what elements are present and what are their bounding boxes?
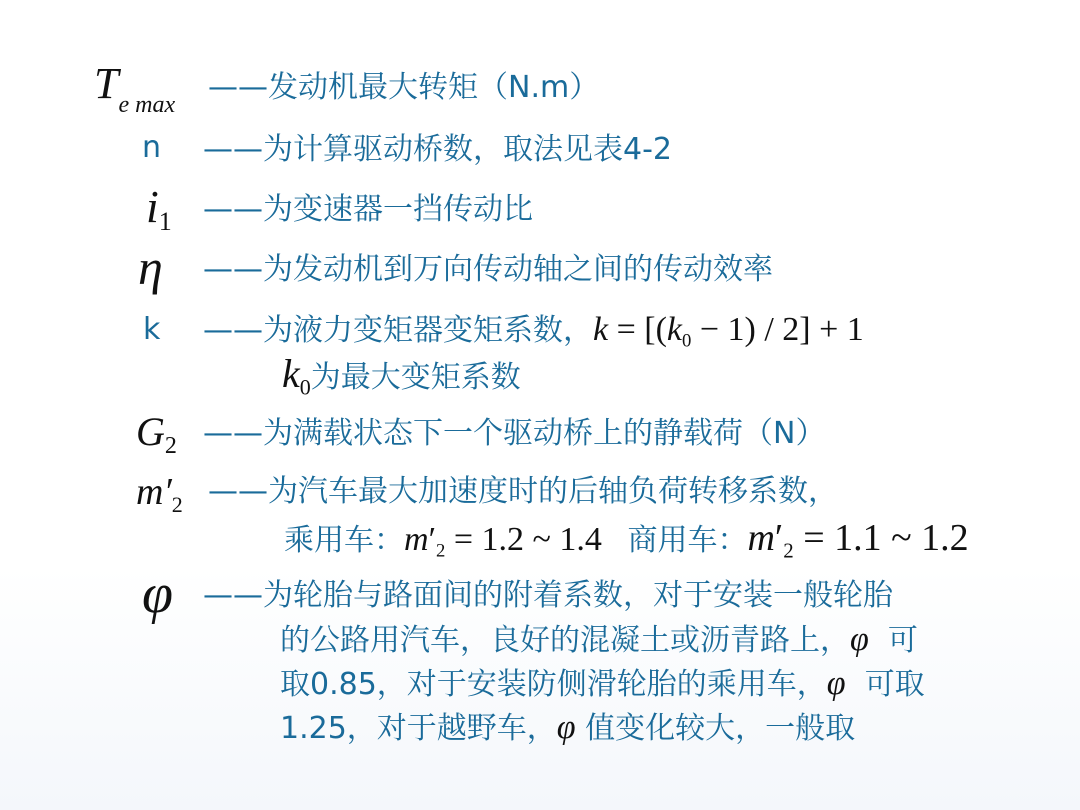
desc-temax: ——发动机最大转矩（N.m） — [208, 70, 600, 105]
symbol-t-emax — [94, 58, 175, 119]
symbol-t-sub: e max — [118, 92, 176, 118]
formula-k: $k = [(k_0 - 1) / 2] + 1$ — [593, 311, 864, 352]
desc-k0 — [282, 352, 521, 410]
desc-k-text: ——为液力变矩器变矩系数， — [203, 313, 593, 348]
symbol-i1-main: i — [146, 181, 159, 232]
desc-eta: ——为发动机到万向传动轴之间的传动效率 — [203, 252, 773, 287]
desc-phi-line4-tail: 值变化较大，一般取 — [585, 711, 856, 746]
formula-passenger: $m'_2 = 1.2$ ~ 1.4 — [404, 521, 602, 562]
symbol-g2-main: G — [136, 409, 165, 454]
symbol-g2 — [136, 408, 177, 460]
phi-inline-1: φ — [850, 621, 869, 658]
desc-phi-line4-text: 1.25，对于越野车， — [280, 711, 557, 746]
symbol-i1 — [146, 180, 172, 237]
desc-phi-line4 — [280, 706, 855, 751]
symbol-m2-main: m′ — [136, 471, 172, 513]
symbol-m2-sub: 2 — [171, 492, 183, 517]
symbol-g2-sub: 2 — [164, 433, 177, 459]
desc-phi-line3 — [280, 662, 925, 707]
formula-commercial: $m'_2 = 1.1$ ~ 1.2 — [747, 517, 969, 563]
desc-k0-text: 为最大变矩系数 — [310, 360, 521, 395]
desc-phi-line2-tail: 可 — [887, 623, 918, 658]
phi-inline-3: φ — [556, 709, 576, 746]
symbol-k: k — [143, 312, 161, 347]
desc-m2: ——为汽车最大加速度时的后轴负荷转移系数， — [208, 474, 838, 509]
desc-n: ——为计算驱动桥数，取法见表4-2 — [203, 132, 672, 167]
symbol-eta: η — [138, 239, 163, 295]
symbol-phi: φ — [142, 563, 173, 625]
desc-i1: ——为变速器一挡传动比 — [203, 192, 533, 227]
label-commercial: 商用车： — [627, 523, 748, 558]
label-passenger: 乘用车： — [284, 523, 404, 558]
symbol-t-main: T — [94, 59, 119, 108]
phi-inline-2: φ — [826, 665, 846, 702]
desc-phi-line1: ——为轮胎与路面间的附着系数，对于安装一般轮胎 — [203, 578, 893, 613]
desc-phi-line2 — [280, 618, 918, 663]
desc-m2-line2 — [284, 516, 969, 574]
symbol-i1-sub: 1 — [158, 207, 172, 236]
desc-phi-line3-text: 取0.85，对于安装防侧滑轮胎的乘用车， — [280, 667, 827, 702]
symbol-n: n — [142, 130, 162, 165]
symbol-m2 — [136, 470, 183, 518]
symbol-k0: $k_0$ — [282, 351, 311, 400]
desc-phi-line2-text: 的公路用汽车，良好的混凝土或沥青路上， — [280, 623, 850, 658]
desc-g2: ——为满载状态下一个驱动桥上的静载荷（N） — [203, 416, 826, 451]
desc-phi-line3-tail: 可取 — [864, 667, 925, 702]
